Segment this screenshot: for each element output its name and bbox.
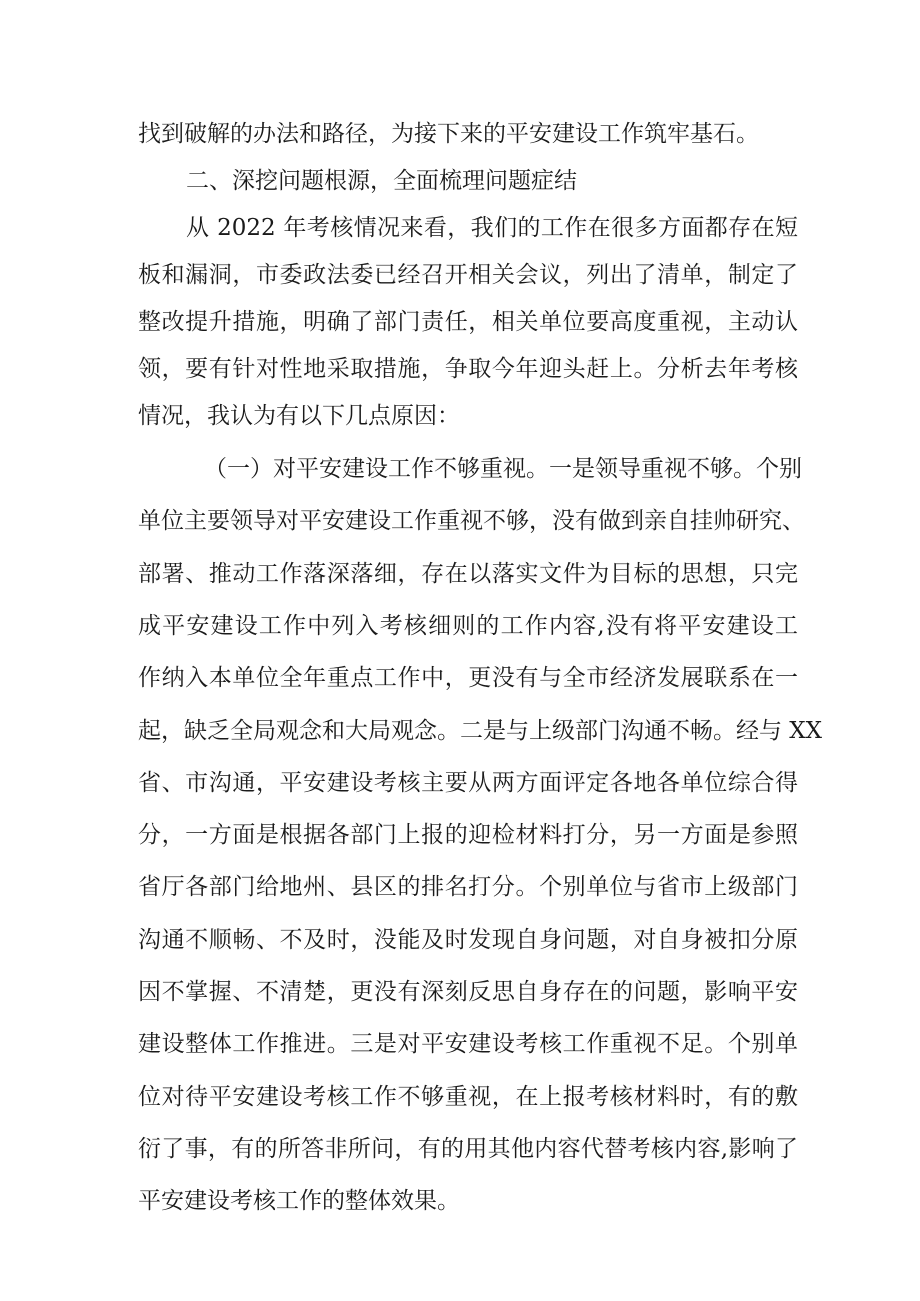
paragraph-line: 平安建设考核工作的整体效果。 xyxy=(138,1188,460,1214)
paragraph-line: 部署、推动工作落深落细，存在以落实文件为目标的思想，只完 xyxy=(138,561,798,587)
subsection-heading-line: （一）对平安建设工作不够重视。一是领导重视不够。个别 xyxy=(204,456,802,482)
paragraph-line: 板和漏洞，市委政法委已经召开相关会议，列出了清单，制定了 xyxy=(138,262,798,288)
paragraph-line: 起，缺乏全局观念和大局观念。二是与上级部门沟通不畅。经与 XX xyxy=(138,718,823,744)
paragraph-line: 整改提升措施，明确了部门责任，相关单位要高度重视，主动认 xyxy=(138,309,798,335)
paragraph-line: 建设整体工作推进。三是对平安建设考核工作重视不足。个别单 xyxy=(138,1031,798,1057)
paragraph-line: 省厅各部门给地州、县区的排名打分。个别单位与省市上级部门 xyxy=(138,874,798,900)
paragraph-line: 找到破解的办法和路径，为接下来的平安建设工作筑牢基石。 xyxy=(138,121,759,147)
paragraph-line: 因不掌握、不清楚，更没有深刻反思自身存在的问题，影响平安 xyxy=(138,979,798,1005)
paragraph-line: 成平安建设工作中列入考核细则的工作内容,没有将平安建设工 xyxy=(138,613,798,639)
section-heading: 二、深挖问题根源，全面梳理问题症结 xyxy=(186,168,577,194)
paragraph-line: 作纳入本单位全年重点工作中，更没有与全市经济发展联系在一 xyxy=(138,665,798,691)
paragraph-line: 从 2022 年考核情况来看，我们的工作在很多方面都存在短 xyxy=(186,215,798,241)
paragraph-line: 衍了事，有的所答非所问，有的用其他内容代替考核内容,影响了 xyxy=(138,1136,798,1162)
paragraph-line: 位对待平安建设考核工作不够重视，在上报考核材料时，有的敷 xyxy=(138,1084,798,1110)
paragraph-line: 分，一方面是根据各部门上报的迎检材料打分，另一方面是参照 xyxy=(138,822,798,848)
paragraph-line: 省、市沟通，平安建设考核主要从两方面评定各地各单位综合得 xyxy=(138,770,798,796)
paragraph-line: 单位主要领导对平安建设工作重视不够，没有做到亲自挂帅研究、 xyxy=(138,508,805,534)
paragraph-line: 情况，我认为有以下几点原因： xyxy=(138,403,460,429)
paragraph-line: 领，要有针对性地采取措施，争取今年迎头赶上。分析去年考核 xyxy=(138,356,798,382)
paragraph-line: 沟通不顺畅、不及时，没能及时发现自身问题，对自身被扣分原 xyxy=(138,927,798,953)
